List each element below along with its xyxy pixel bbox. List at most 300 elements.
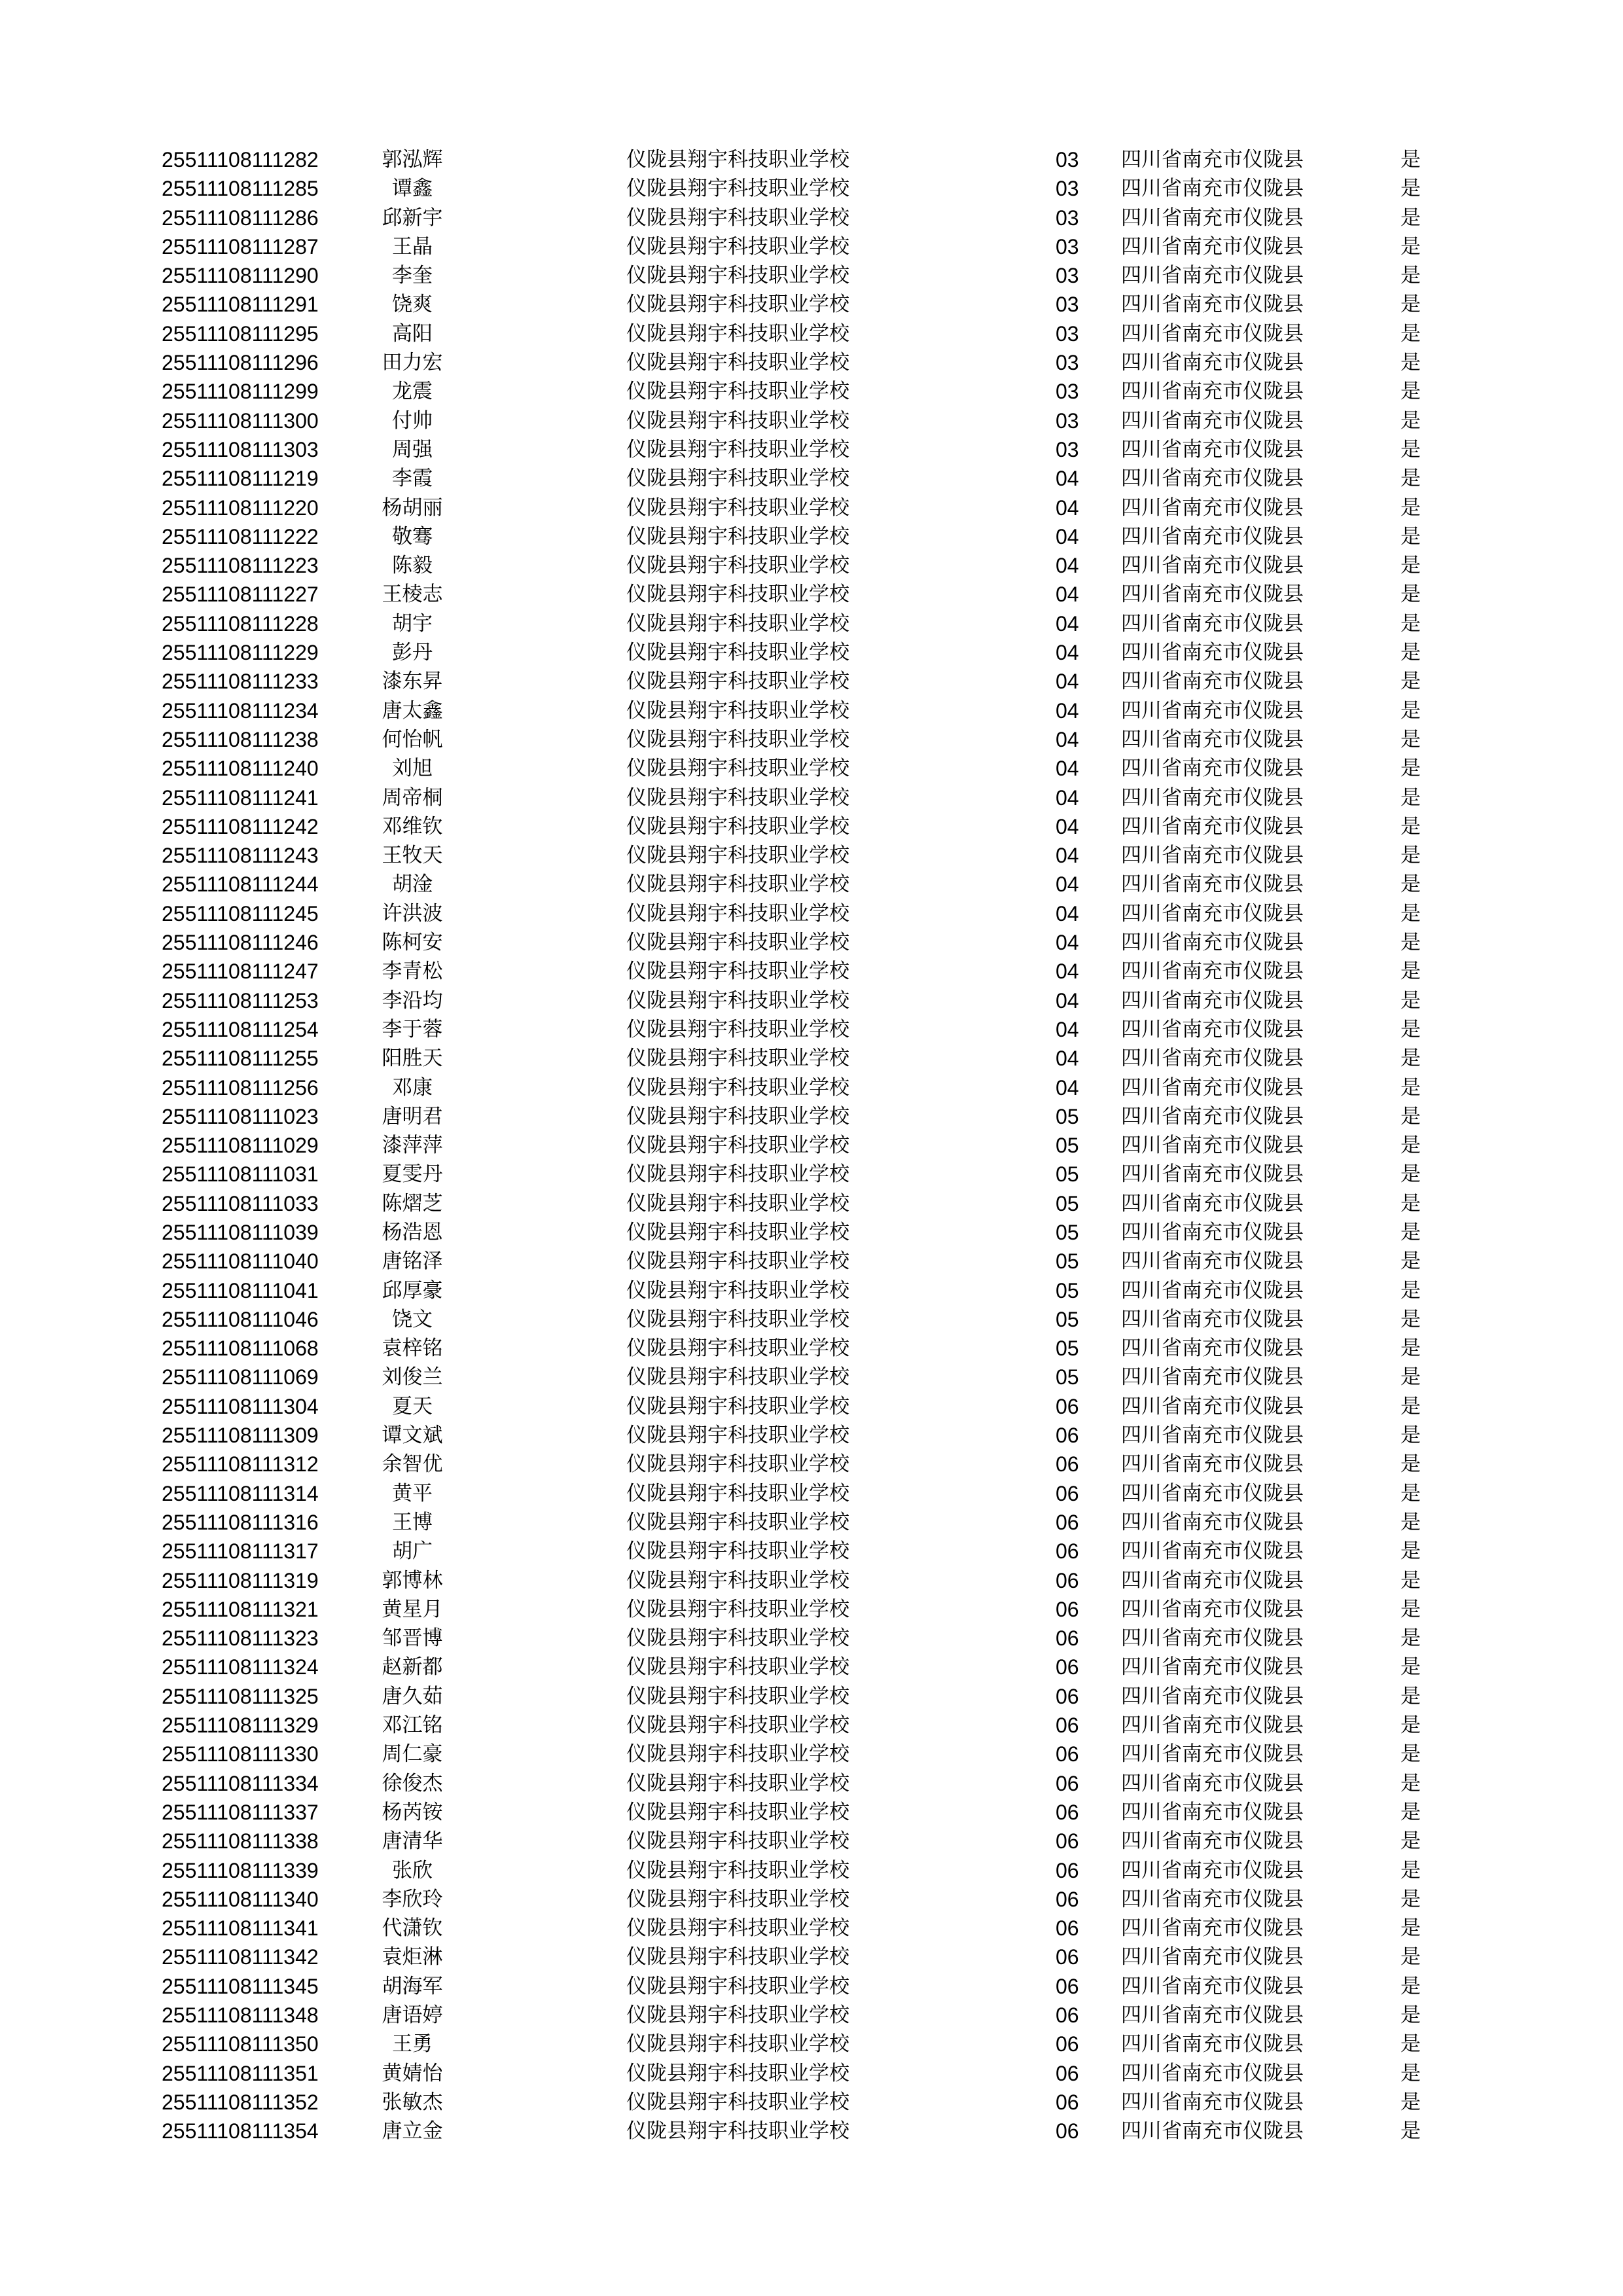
student-id-cell: 25511108111321	[162, 1597, 319, 1621]
status-flag-cell: 是	[1400, 1800, 1421, 1824]
status-flag-cell: 是	[1400, 1539, 1421, 1564]
student-id-cell: 25511108111339	[162, 1858, 319, 1882]
table-row	[0, 290, 1623, 319]
student-name-cell: 杨芮铵	[382, 1800, 443, 1824]
table-row	[0, 1363, 1623, 1391]
region-cell: 四川省南充市仪陇县	[1121, 844, 1304, 868]
status-flag-cell: 是	[1400, 148, 1421, 171]
table-row	[0, 1450, 1623, 1479]
table-row	[0, 2117, 1623, 2145]
region-cell: 四川省南充市仪陇县	[1121, 1365, 1304, 1390]
status-flag-cell: 是	[1400, 1336, 1421, 1361]
class-number-cell: 04	[1056, 611, 1079, 636]
region-cell: 四川省南充市仪陇县	[1121, 611, 1304, 636]
student-id-cell: 25511108111222	[162, 524, 319, 548]
student-name-cell: 陈毅	[392, 554, 433, 578]
region-cell: 四川省南充市仪陇县	[1121, 1452, 1304, 1477]
class-number-cell: 04	[1056, 960, 1079, 984]
status-flag-cell: 是	[1400, 901, 1421, 925]
school-name-cell: 仪陇县翔宇科技职业学校	[626, 437, 849, 461]
class-number-cell: 04	[1056, 698, 1079, 723]
table-row	[0, 754, 1623, 783]
status-flag-cell: 是	[1400, 960, 1421, 984]
class-number-cell: 06	[1056, 1568, 1079, 1592]
school-name-cell: 仪陇县翔宇科技职业学校	[626, 1568, 849, 1592]
table-row	[0, 609, 1623, 638]
student-name-cell: 唐明君	[382, 1104, 443, 1128]
student-id-cell: 25511108111046	[162, 1307, 319, 1331]
table-row	[0, 1914, 1623, 1943]
status-flag-cell: 是	[1400, 1452, 1421, 1477]
school-name-cell: 仪陇县翔宇科技职业学校	[626, 1713, 849, 1738]
status-flag-cell: 是	[1400, 495, 1421, 520]
region-cell: 四川省南充市仪陇县	[1121, 1047, 1304, 1071]
school-name-cell: 仪陇县翔宇科技职业学校	[626, 351, 849, 375]
student-name-cell: 李于蓉	[382, 1017, 443, 1041]
student-id-cell: 25511108111285	[162, 177, 319, 201]
class-number-cell: 05	[1056, 1104, 1079, 1128]
class-number-cell: 04	[1056, 727, 1079, 751]
table-row	[0, 2030, 1623, 2058]
student-name-cell: 郭泓辉	[382, 148, 443, 171]
class-number-cell: 04	[1056, 467, 1079, 491]
table-row	[0, 204, 1623, 232]
school-name-cell: 仪陇县翔宇科技职业学校	[626, 611, 849, 636]
student-id-cell: 25511108111029	[162, 1134, 319, 1158]
class-number-cell: 06	[1056, 1771, 1079, 1795]
status-flag-cell: 是	[1400, 1134, 1421, 1158]
school-name-cell: 仪陇县翔宇科技职业学校	[626, 931, 849, 955]
school-name-cell: 仪陇县翔宇科技职业学校	[626, 2090, 849, 2114]
table-row	[0, 1624, 1623, 1653]
status-flag-cell: 是	[1400, 206, 1421, 230]
student-name-cell: 许洪波	[382, 901, 443, 925]
student-name-cell: 黄婧怡	[382, 2061, 443, 2085]
student-name-cell: 饶爽	[392, 293, 433, 317]
student-name-cell: 周帝桐	[382, 785, 443, 810]
school-name-cell: 仪陇县翔宇科技职业学校	[626, 1191, 849, 1215]
status-flag-cell: 是	[1400, 1307, 1421, 1331]
student-name-cell: 胡宇	[392, 611, 433, 636]
status-flag-cell: 是	[1400, 1829, 1421, 1854]
region-cell: 四川省南充市仪陇县	[1121, 757, 1304, 781]
student-id-cell: 25511108111023	[162, 1104, 319, 1128]
student-name-cell: 余智优	[382, 1452, 443, 1477]
region-cell: 四川省南充市仪陇县	[1121, 698, 1304, 723]
student-id-cell: 25511108111242	[162, 814, 319, 838]
table-row	[0, 1334, 1623, 1363]
student-id-cell: 25511108111223	[162, 554, 319, 578]
region-cell: 四川省南充市仪陇县	[1121, 1713, 1304, 1738]
student-id-cell: 25511108111296	[162, 351, 319, 375]
student-id-cell: 25511108111317	[162, 1539, 319, 1564]
status-flag-cell: 是	[1400, 1742, 1421, 1767]
student-name-cell: 唐立金	[382, 2119, 443, 2144]
student-id-cell: 25511108111329	[162, 1713, 319, 1738]
roster-table	[0, 145, 1623, 2145]
status-flag-cell: 是	[1400, 2003, 1421, 2027]
region-cell: 四川省南充市仪陇县	[1121, 1974, 1304, 1998]
student-id-cell: 25511108111040	[162, 1249, 319, 1274]
table-row	[0, 1015, 1623, 1044]
school-name-cell: 仪陇县翔宇科技职业学校	[626, 814, 849, 838]
table-row	[0, 522, 1623, 551]
table-row	[0, 667, 1623, 696]
student-name-cell: 刘俊兰	[382, 1365, 443, 1390]
student-id-cell: 25511108111033	[162, 1191, 319, 1215]
student-id-cell: 25511108111229	[162, 641, 319, 665]
table-row	[0, 1740, 1623, 1768]
student-id-cell: 25511108111304	[162, 1394, 319, 1418]
student-name-cell: 李奎	[392, 264, 433, 288]
class-number-cell: 03	[1056, 234, 1079, 259]
status-flag-cell: 是	[1400, 1887, 1421, 1911]
student-id-cell: 25511108111031	[162, 1162, 319, 1187]
student-name-cell: 唐语婷	[382, 2003, 443, 2027]
class-number-cell: 05	[1056, 1365, 1079, 1390]
student-name-cell: 饶文	[392, 1307, 433, 1331]
status-flag-cell: 是	[1400, 177, 1421, 201]
table-row	[0, 725, 1623, 754]
student-id-cell: 25511108111220	[162, 495, 319, 520]
class-number-cell: 06	[1056, 1800, 1079, 1824]
school-name-cell: 仪陇县翔宇科技职业学校	[626, 2061, 849, 2085]
class-number-cell: 03	[1056, 148, 1079, 171]
class-number-cell: 03	[1056, 380, 1079, 404]
school-name-cell: 仪陇县翔宇科技职业学校	[626, 177, 849, 201]
student-id-cell: 25511108111309	[162, 1424, 319, 1448]
region-cell: 四川省南充市仪陇县	[1121, 1336, 1304, 1361]
school-name-cell: 仪陇县翔宇科技职业学校	[626, 1916, 849, 1941]
school-name-cell: 仪陇县翔宇科技职业学校	[626, 1539, 849, 1564]
student-name-cell: 田力宏	[382, 351, 443, 375]
table-row	[0, 1479, 1623, 1508]
class-number-cell: 06	[1056, 1684, 1079, 1708]
status-flag-cell: 是	[1400, 988, 1421, 1013]
school-name-cell: 仪陇县翔宇科技职业学校	[626, 1017, 849, 1041]
status-flag-cell: 是	[1400, 2032, 1421, 2056]
table-row	[0, 1102, 1623, 1131]
class-number-cell: 06	[1056, 1945, 1079, 1969]
student-name-cell: 邱新宇	[382, 206, 443, 230]
region-cell: 四川省南充市仪陇县	[1121, 1481, 1304, 1505]
table-row	[0, 1305, 1623, 1334]
region-cell: 四川省南充市仪陇县	[1121, 931, 1304, 955]
school-name-cell: 仪陇县翔宇科技职业学校	[626, 1597, 849, 1621]
student-id-cell: 25511108111290	[162, 264, 319, 288]
status-flag-cell: 是	[1400, 1017, 1421, 1041]
student-name-cell: 李欣玲	[382, 1887, 443, 1911]
student-name-cell: 王牧天	[382, 844, 443, 868]
status-flag-cell: 是	[1400, 583, 1421, 607]
student-name-cell: 王晶	[392, 234, 433, 259]
region-cell: 四川省南充市仪陇县	[1121, 524, 1304, 548]
class-number-cell: 04	[1056, 988, 1079, 1013]
table-row	[0, 783, 1623, 812]
table-row	[0, 261, 1623, 290]
region-cell: 四川省南充市仪陇县	[1121, 1017, 1304, 1041]
school-name-cell: 仪陇县翔宇科技职业学校	[626, 1047, 849, 1071]
class-number-cell: 05	[1056, 1307, 1079, 1331]
region-cell: 四川省南充市仪陇县	[1121, 1104, 1304, 1128]
student-id-cell: 25511108111255	[162, 1047, 319, 1071]
table-row	[0, 928, 1623, 957]
school-name-cell: 仪陇县翔宇科技职业学校	[626, 1481, 849, 1505]
region-cell: 四川省南充市仪陇县	[1121, 1684, 1304, 1708]
school-name-cell: 仪陇县翔宇科技职业学校	[626, 1800, 849, 1824]
school-name-cell: 仪陇县翔宇科技职业学校	[626, 872, 849, 897]
table-row	[0, 1711, 1623, 1740]
status-flag-cell: 是	[1400, 814, 1421, 838]
region-cell: 四川省南充市仪陇县	[1121, 2119, 1304, 2144]
table-row	[0, 1856, 1623, 1885]
status-flag-cell: 是	[1400, 1974, 1421, 1998]
student-name-cell: 李沿均	[382, 988, 443, 1013]
region-cell: 四川省南充市仪陇县	[1121, 1800, 1304, 1824]
school-name-cell: 仪陇县翔宇科技职业学校	[626, 583, 849, 607]
table-row	[0, 1073, 1623, 1102]
class-number-cell: 04	[1056, 931, 1079, 955]
table-row	[0, 986, 1623, 1015]
school-name-cell: 仪陇县翔宇科技职业学校	[626, 524, 849, 548]
status-flag-cell: 是	[1400, 931, 1421, 955]
school-name-cell: 仪陇县翔宇科技职业学校	[626, 1655, 849, 1679]
region-cell: 四川省南充市仪陇县	[1121, 437, 1304, 461]
class-number-cell: 04	[1056, 872, 1079, 897]
table-row	[0, 1885, 1623, 1914]
region-cell: 四川省南充市仪陇县	[1121, 1887, 1304, 1911]
class-number-cell: 04	[1056, 785, 1079, 810]
table-row	[0, 1682, 1623, 1711]
student-name-cell: 谭文斌	[382, 1424, 443, 1448]
student-id-cell: 25511108111338	[162, 1829, 319, 1854]
student-name-cell: 郭博林	[382, 1568, 443, 1592]
student-id-cell: 25511108111303	[162, 437, 319, 461]
student-name-cell: 黄星月	[382, 1597, 443, 1621]
student-name-cell: 王勇	[392, 2032, 433, 2056]
table-row	[0, 1160, 1623, 1189]
student-name-cell: 袁炬淋	[382, 1945, 443, 1969]
status-flag-cell: 是	[1400, 1162, 1421, 1187]
status-flag-cell: 是	[1400, 554, 1421, 578]
student-name-cell: 阳胜天	[382, 1047, 443, 1071]
class-number-cell: 06	[1056, 1742, 1079, 1767]
school-name-cell: 仪陇县翔宇科技职业学校	[626, 1510, 849, 1534]
student-id-cell: 25511108111314	[162, 1481, 319, 1505]
school-name-cell: 仪陇县翔宇科技职业学校	[626, 1104, 849, 1128]
school-name-cell: 仪陇县翔宇科技职业学校	[626, 1336, 849, 1361]
table-row	[0, 1276, 1623, 1305]
student-id-cell: 25511108111254	[162, 1017, 319, 1041]
class-number-cell: 06	[1056, 1424, 1079, 1448]
region-cell: 四川省南充市仪陇县	[1121, 2032, 1304, 2056]
student-name-cell: 张敏杰	[382, 2090, 443, 2114]
table-row	[0, 841, 1623, 870]
status-flag-cell: 是	[1400, 380, 1421, 404]
region-cell: 四川省南充市仪陇县	[1121, 554, 1304, 578]
school-name-cell: 仪陇县翔宇科技职业学校	[626, 1684, 849, 1708]
student-name-cell: 彭丹	[392, 641, 433, 665]
class-number-cell: 05	[1056, 1191, 1079, 1215]
class-number-cell: 05	[1056, 1220, 1079, 1244]
status-flag-cell: 是	[1400, 727, 1421, 751]
school-name-cell: 仪陇县翔宇科技职业学校	[626, 698, 849, 723]
table-row	[0, 870, 1623, 899]
status-flag-cell: 是	[1400, 641, 1421, 665]
class-number-cell: 06	[1056, 1887, 1079, 1911]
class-number-cell: 04	[1056, 1017, 1079, 1041]
school-name-cell: 仪陇县翔宇科技职业学校	[626, 206, 849, 230]
table-row	[0, 1595, 1623, 1624]
table-row	[0, 899, 1623, 928]
student-name-cell: 李霞	[392, 467, 433, 491]
region-cell: 四川省南充市仪陇县	[1121, 1829, 1304, 1854]
student-name-cell: 王棱志	[382, 583, 443, 607]
school-name-cell: 仪陇县翔宇科技职业学校	[626, 1742, 849, 1767]
school-name-cell: 仪陇县翔宇科技职业学校	[626, 1771, 849, 1795]
student-name-cell: 敬骞	[392, 524, 433, 548]
table-row	[0, 232, 1623, 261]
region-cell: 四川省南充市仪陇县	[1121, 264, 1304, 288]
region-cell: 四川省南充市仪陇县	[1121, 1134, 1304, 1158]
region-cell: 四川省南充市仪陇县	[1121, 1278, 1304, 1302]
table-row	[0, 580, 1623, 609]
table-row	[0, 812, 1623, 841]
student-id-cell: 25511108111340	[162, 1887, 319, 1911]
student-id-cell: 25511108111351	[162, 2061, 319, 2085]
school-name-cell: 仪陇县翔宇科技职业学校	[626, 408, 849, 433]
student-id-cell: 25511108111342	[162, 1945, 319, 1969]
region-cell: 四川省南充市仪陇县	[1121, 1626, 1304, 1651]
status-flag-cell: 是	[1400, 1713, 1421, 1738]
student-name-cell: 夏雯丹	[382, 1162, 443, 1187]
region-cell: 四川省南充市仪陇县	[1121, 1075, 1304, 1100]
table-row	[0, 1421, 1623, 1450]
student-id-cell: 25511108111354	[162, 2119, 319, 2144]
student-name-cell: 王博	[392, 1510, 433, 1534]
table-row	[0, 1508, 1623, 1537]
table-row	[0, 348, 1623, 377]
status-flag-cell: 是	[1400, 1424, 1421, 1448]
school-name-cell: 仪陇县翔宇科技职业学校	[626, 1452, 849, 1477]
class-number-cell: 06	[1056, 1858, 1079, 1882]
region-cell: 四川省南充市仪陇县	[1121, 872, 1304, 897]
school-name-cell: 仪陇县翔宇科技职业学校	[626, 264, 849, 288]
school-name-cell: 仪陇县翔宇科技职业学校	[626, 2119, 849, 2144]
school-name-cell: 仪陇县翔宇科技职业学校	[626, 785, 849, 810]
table-row	[0, 493, 1623, 522]
region-cell: 四川省南充市仪陇县	[1121, 901, 1304, 925]
region-cell: 四川省南充市仪陇县	[1121, 1249, 1304, 1274]
region-cell: 四川省南充市仪陇县	[1121, 177, 1304, 201]
class-number-cell: 06	[1056, 1916, 1079, 1941]
status-flag-cell: 是	[1400, 351, 1421, 375]
table-row	[0, 145, 1623, 174]
class-number-cell: 04	[1056, 814, 1079, 838]
school-name-cell: 仪陇县翔宇科技职业学校	[626, 2032, 849, 2056]
class-number-cell: 06	[1056, 2119, 1079, 2144]
status-flag-cell: 是	[1400, 437, 1421, 461]
status-flag-cell: 是	[1400, 524, 1421, 548]
status-flag-cell: 是	[1400, 2119, 1421, 2144]
school-name-cell: 仪陇县翔宇科技职业学校	[626, 960, 849, 984]
class-number-cell: 03	[1056, 321, 1079, 346]
student-name-cell: 袁梓铭	[382, 1336, 443, 1361]
school-name-cell: 仪陇县翔宇科技职业学校	[626, 2003, 849, 2027]
student-name-cell: 何怡帆	[382, 727, 443, 751]
class-number-cell: 04	[1056, 844, 1079, 868]
region-cell: 四川省南充市仪陇县	[1121, 814, 1304, 838]
student-id-cell: 25511108111312	[162, 1452, 319, 1477]
status-flag-cell: 是	[1400, 670, 1421, 694]
school-name-cell: 仪陇县翔宇科技职业学校	[626, 495, 849, 520]
student-id-cell: 25511108111324	[162, 1655, 319, 1679]
class-number-cell: 03	[1056, 293, 1079, 317]
student-name-cell: 刘旭	[392, 757, 433, 781]
region-cell: 四川省南充市仪陇县	[1121, 1858, 1304, 1882]
status-flag-cell: 是	[1400, 1249, 1421, 1274]
class-number-cell: 05	[1056, 1278, 1079, 1302]
student-name-cell: 胡广	[392, 1539, 433, 1564]
student-name-cell: 杨浩恩	[382, 1220, 443, 1244]
region-cell: 四川省南充市仪陇县	[1121, 583, 1304, 607]
student-id-cell: 25511108111247	[162, 960, 319, 984]
student-name-cell: 张欣	[392, 1858, 433, 1882]
student-name-cell: 邓维钦	[382, 814, 443, 838]
status-flag-cell: 是	[1400, 1510, 1421, 1534]
student-name-cell: 周强	[392, 437, 433, 461]
class-number-cell: 06	[1056, 1452, 1079, 1477]
status-flag-cell: 是	[1400, 1278, 1421, 1302]
class-number-cell: 05	[1056, 1162, 1079, 1187]
student-name-cell: 黄平	[392, 1481, 433, 1505]
region-cell: 四川省南充市仪陇县	[1121, 1424, 1304, 1448]
student-id-cell: 25511108111244	[162, 872, 319, 897]
region-cell: 四川省南充市仪陇县	[1121, 351, 1304, 375]
table-row	[0, 551, 1623, 580]
class-number-cell: 03	[1056, 264, 1079, 288]
student-id-cell: 25511108111334	[162, 1771, 319, 1795]
class-number-cell: 06	[1056, 1597, 1079, 1621]
student-id-cell: 25511108111069	[162, 1365, 319, 1390]
student-name-cell: 周仁豪	[382, 1742, 443, 1767]
student-id-cell: 25511108111068	[162, 1336, 319, 1361]
status-flag-cell: 是	[1400, 611, 1421, 636]
class-number-cell: 06	[1056, 1655, 1079, 1679]
class-number-cell: 04	[1056, 670, 1079, 694]
region-cell: 四川省南充市仪陇县	[1121, 206, 1304, 230]
student-id-cell: 25511108111286	[162, 206, 319, 230]
table-row	[0, 638, 1623, 667]
school-name-cell: 仪陇县翔宇科技职业学校	[626, 1829, 849, 1854]
school-name-cell: 仪陇县翔宇科技职业学校	[626, 1394, 849, 1418]
student-name-cell: 代潇钦	[382, 1916, 443, 1941]
region-cell: 四川省南充市仪陇县	[1121, 727, 1304, 751]
student-name-cell: 胡淦	[392, 872, 433, 897]
status-flag-cell: 是	[1400, 872, 1421, 897]
student-id-cell: 25511108111228	[162, 611, 319, 636]
region-cell: 四川省南充市仪陇县	[1121, 148, 1304, 171]
student-id-cell: 25511108111282	[162, 148, 319, 171]
status-flag-cell: 是	[1400, 1858, 1421, 1882]
status-flag-cell: 是	[1400, 1047, 1421, 1071]
table-row	[0, 1943, 1623, 1971]
status-flag-cell: 是	[1400, 1684, 1421, 1708]
school-name-cell: 仪陇县翔宇科技职业学校	[626, 670, 849, 694]
region-cell: 四川省南充市仪陇县	[1121, 2003, 1304, 2027]
student-id-cell: 25511108111295	[162, 321, 319, 346]
school-name-cell: 仪陇县翔宇科技职业学校	[626, 988, 849, 1013]
